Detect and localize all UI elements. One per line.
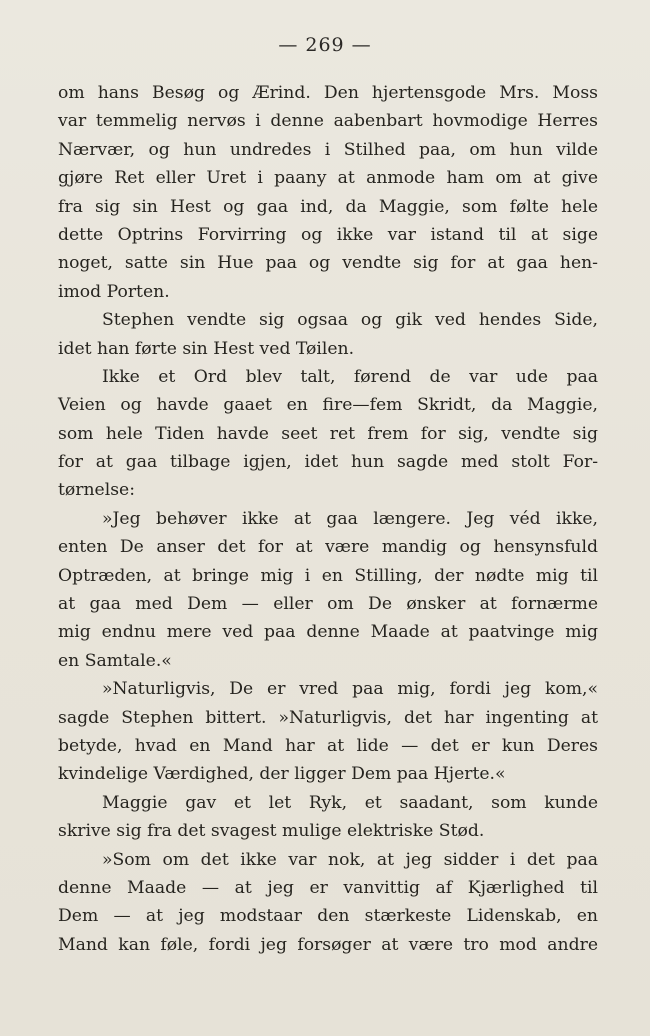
text-line: Maggie gav et let Ryk, et saadant, som kunde — [102, 792, 598, 813]
text-line: »Som om det ikke var nok, at jeg sidder i det paa — [102, 849, 598, 870]
text-line: denne Maade — at jeg er vanvittig af Kjærlighed til — [58, 877, 598, 898]
paragraph — [58, 846, 598, 960]
text-line: at gaa med Dem — eller om De ønsker at fornærme — [58, 594, 598, 615]
text-line: betyde, hvad en Mand har at lide — det er kun Deres — [58, 735, 598, 756]
text-line: imod Porten. — [58, 281, 170, 302]
text-line: Nærvær, og hun undredes i Stilhed paa, om hun vilde — [58, 139, 598, 160]
text-line: »Jeg behøver ikke at gaa længere. Jeg véd ikke, — [102, 508, 598, 529]
text-line: enten De anser det for at være mandig og hensynsfuld — [58, 537, 598, 558]
text-line: en Samtale.« — [58, 650, 172, 671]
text-line: om hans Besøg og Ærind. Den hjertensgode Mrs. Moss — [58, 83, 598, 103]
text-line: kvindelige Værdighed, der ligger Dem paa Hjerte.« — [58, 764, 506, 785]
text-line: dette Optrins Forvirring og ikke var istand til at sige — [58, 224, 598, 245]
paragraph — [58, 363, 598, 505]
text-line: sagde Stephen bittert. »Naturligvis, det har ingenting at — [58, 707, 598, 728]
body-text — [58, 79, 598, 959]
text-line: som hele Tiden havde seet ret frem for sig, vendte sig — [58, 423, 598, 444]
text-line: noget, satte sin Hue paa og vendte sig for at gaa hen- — [58, 253, 598, 274]
text-line: skrive sig fra det svagest mulige elektriske Stød. — [58, 821, 485, 842]
text-line: tørnelse: — [58, 480, 135, 501]
text-line: fra sig sin Hest og gaa ind, da Maggie, som følte hele — [58, 196, 598, 217]
paragraph — [58, 789, 598, 846]
text-line: idet han førte sin Hest ved Tøilen. — [58, 338, 355, 359]
text-line: Ikke et Ord blev talt, førend de var ude paa — [102, 366, 598, 387]
paragraph — [58, 79, 598, 306]
text-line: Optræden, at bringe mig i en Stilling, der nødte mig til — [58, 565, 598, 586]
text-line: Stephen vendte sig ogsaa og gik ved hendes Side, — [102, 310, 598, 331]
text-line: Veien og havde gaaet en fire—fem Skridt, da Maggie, — [58, 395, 598, 416]
text-line: »Naturligvis, De er vred paa mig, fordi jeg kom,« — [102, 679, 598, 700]
paragraph — [58, 505, 598, 675]
text-line: Mand kan føle, fordi jeg forsøger at være tro mod andre — [58, 934, 598, 955]
text-line: mig endnu mere ved paa denne Maade at paatvinge mig — [58, 622, 598, 643]
text-line: gjøre Ret eller Uret i paany at anmode ham om at give — [58, 168, 598, 189]
text-line: Dem — at jeg modstaar den stærkeste Lidenskab, en — [58, 906, 598, 927]
paragraph — [58, 675, 598, 789]
text-line: for at gaa tilbage igjen, idet hun sagde med stolt For- — [58, 452, 598, 473]
page-number: — 269 — — [278, 34, 372, 56]
paragraph — [58, 306, 598, 363]
text-line: var temmelig nervøs i denne aabenbart hovmodige Herres — [58, 111, 598, 132]
